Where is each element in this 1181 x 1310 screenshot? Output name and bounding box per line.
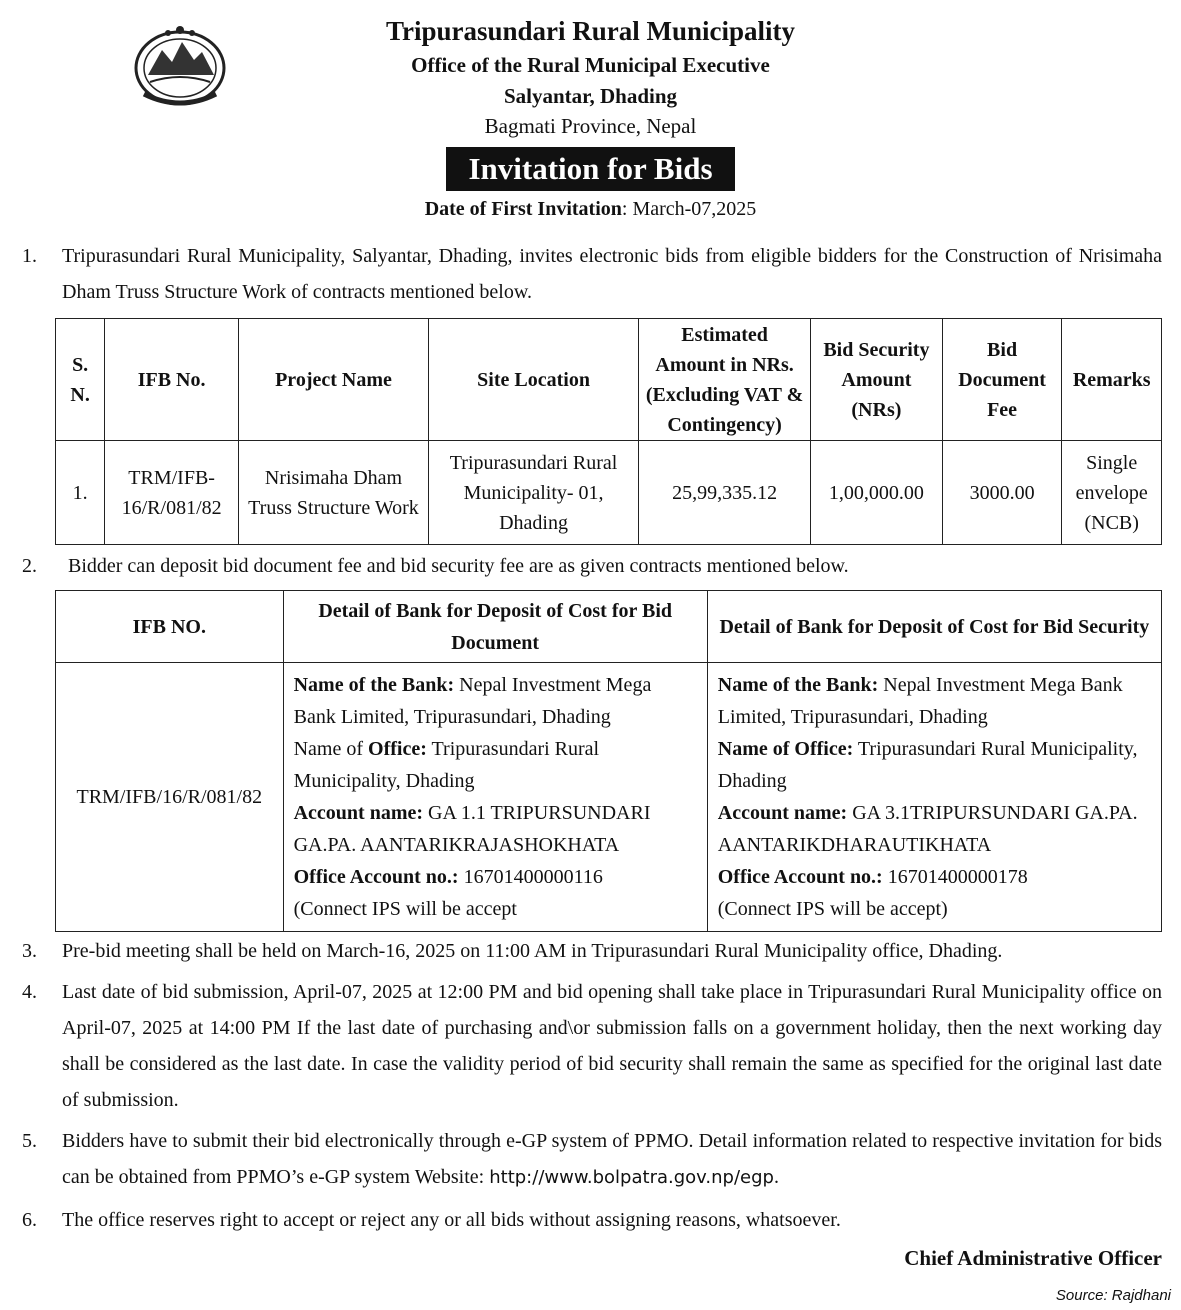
signature: Chief Administrative Officer (904, 1246, 1162, 1270)
cell-doc-bank: Name of the Bank: Nepal Investment Mega Bank Limited, Tripurasundari, Dhading Name of Office: Tripurasundari Rural Municipality, Dhading Account name: GA 1.1 TRIPURSUNDARI GA.PA. AANTARIKRAJASHOKHATA Office Account no.: 16701400000116 (Connect IPS will be accept (283, 663, 707, 932)
col-project: Project Name (238, 319, 428, 441)
notice-title: Invitation for Bids (446, 147, 734, 191)
col-doc-bank: Detail of Bank for Deposit of Cost for Bid Document (283, 591, 707, 663)
cell-ifb: TRM/IFB-16/R/081/82 (105, 441, 239, 545)
table-row (56, 441, 1162, 545)
col-sn: S. N. (56, 319, 105, 441)
table-row (56, 663, 1162, 932)
col-security: Bid Security Amount (NRs) (811, 319, 943, 441)
cell-ifb-no: TRM/IFB/16/R/081/82 (56, 663, 284, 932)
col-ifb: IFB No. (105, 319, 239, 441)
office-name: Office of the Rural Municipal Executive (411, 53, 770, 77)
cell-estimate: 25,99,335.12 (639, 441, 811, 545)
cell-security: 1,00,000.00 (811, 441, 943, 545)
col-estimate: Estimated Amount in NRs. (Excluding VAT & Contingency) (639, 319, 811, 441)
cell-sn: 1. (56, 441, 105, 545)
cell-doc-fee: 3000.00 (942, 441, 1062, 545)
col-sec-bank: Detail of Bank for Deposit of Cost for Bid Security (707, 591, 1161, 663)
province-name: Bagmati Province, Nepal (484, 114, 697, 138)
bank-details-table (55, 590, 1162, 932)
cell-remarks: Single envelope (NCB) (1062, 441, 1162, 545)
col-doc-fee: Bid Document Fee (942, 319, 1062, 441)
col-remarks: Remarks (1062, 319, 1162, 441)
cell-site: Tripurasundari Rural Municipality- 01, Dhading (429, 441, 639, 545)
table-header-row (56, 319, 1162, 441)
invitation-date: Date of First Invitation: March-07,2025 (424, 198, 757, 220)
egp-link[interactable]: http://www.bolpatra.gov.np/egp (489, 1167, 774, 1188)
place-name: Salyantar, Dhading (503, 84, 678, 108)
source-credit: Source: Rajdhani (1055, 1287, 1171, 1304)
cell-project: Nrisimaha Dham Truss Structure Work (238, 441, 428, 545)
table-header-row (56, 591, 1162, 663)
org-name: Tripurasundari Rural Municipality (385, 16, 796, 46)
cell-sec-bank: Name of the Bank: Nepal Investment Mega Bank Limited, Tripurasundari, Dhading Name of Office: Tripurasundari Rural Municipality, Dhading Account name: GA 3.1TRIPURSUNDARI GA.PA. AANTARIKDHARAUTIKHATA Office Account no.: 16701400000178 (Connect IPS will be accept) (707, 663, 1161, 932)
col-site: Site Location (429, 319, 639, 441)
col-ifb-no: IFB NO. (56, 591, 284, 663)
notice-header (0, 12, 1181, 223)
contracts-table (55, 318, 1162, 545)
